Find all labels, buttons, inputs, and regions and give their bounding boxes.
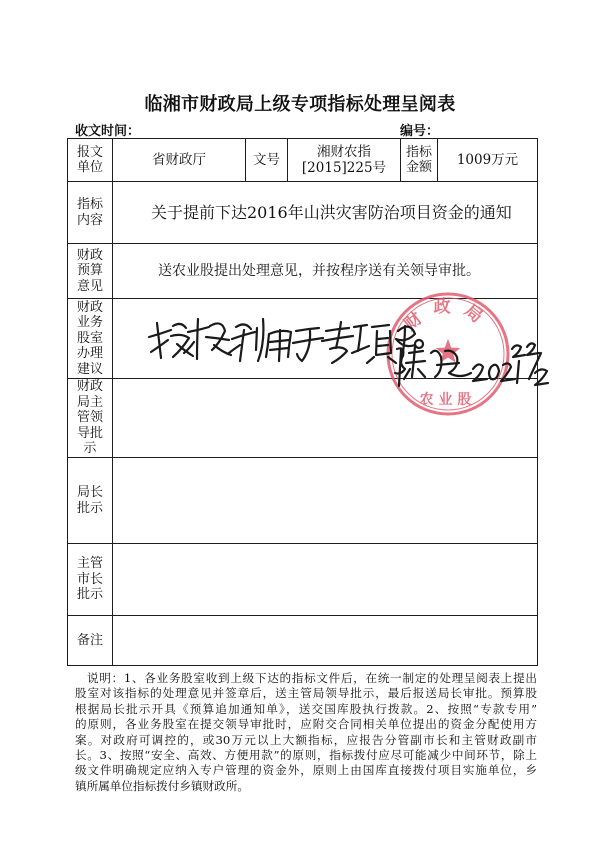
label-line: 指标 — [405, 144, 432, 160]
label-line: 股室 — [76, 330, 103, 346]
note-line: 案。对政府可调控的，或30万元以上大额指标，应报告分管副市长和主管财政副市 — [75, 732, 537, 747]
note-line: 长。3、按照“安全、高效、方便用款”的原则，指标拨付应尽可能减少中间环节，除上 — [75, 747, 537, 762]
sender-value: 省财政厅 — [113, 139, 246, 182]
note-line: 根据局长批示开具《预算追加通知单》，送交国库股执行拨款。2、按照“专款专用” — [75, 701, 537, 716]
note-line: 级文件明确规定应纳入专户管理的资金外，原则上由国库直接拨付项目实施单位，乡 — [75, 763, 537, 778]
instructions-note — [75, 671, 537, 794]
label-line: 内容 — [76, 212, 103, 228]
remarks-row — [68, 616, 538, 666]
bureau-leader-row — [68, 379, 538, 458]
label-line: 建议 — [76, 361, 103, 377]
budget-opinion-value: 送农业股提出处理意见，并按程序送有关领导审批。 — [113, 244, 538, 299]
label-line: 市长 — [76, 571, 103, 587]
label-line: 局主 — [76, 394, 103, 410]
doc-number-line: [2015]225号 — [301, 160, 387, 176]
budget-opinion-row — [68, 244, 538, 299]
label-line: 示 — [83, 441, 97, 457]
indicator-content-value: 关于提前下达2016年山洪灾害防治项目资金的通知 — [113, 182, 538, 244]
label-line: 办理 — [76, 346, 103, 362]
label-line: 预算 — [76, 263, 103, 279]
director-value — [113, 458, 538, 544]
bureau-leader-label — [68, 379, 113, 458]
label-line: 导批 — [76, 425, 103, 441]
department-suggestion-value — [113, 299, 538, 379]
note-line: 股室对该指标的处理意见并签章后，送主管局领导批示，最后报送局长审批。预算股 — [75, 686, 537, 701]
label-line: 指标 — [76, 197, 103, 212]
bureau-leader-value — [113, 379, 538, 458]
seal-bottom-text: 农业股 — [419, 392, 477, 408]
doc-number-line: 湘财农指 — [317, 144, 371, 160]
approval-table — [67, 138, 538, 666]
department-suggestion-row — [68, 299, 538, 379]
doc-number-cell — [288, 139, 401, 182]
seal-top-text-path: 财政局 — [400, 297, 496, 335]
label-line: 备注 — [76, 632, 103, 648]
note-line: 镇所属单位指标拨付乡镇财政所。 — [75, 778, 249, 793]
mayor-value — [113, 544, 538, 616]
note-line: 说明：1、各业务股室收到上级下达的指标文件后，在统一制定的处理呈阅表上提出 — [87, 671, 537, 685]
label-line: 管领 — [76, 410, 103, 426]
amount-value: 1009万元 — [438, 139, 538, 182]
received-time-label: 收文时间： — [75, 124, 141, 139]
label-line: 报文 — [76, 144, 103, 160]
serial-number-label: 编号： — [400, 124, 440, 139]
label-line: 金额 — [405, 160, 432, 175]
document-info-row — [68, 139, 538, 182]
director-row — [68, 458, 538, 544]
indicator-content-row — [68, 182, 538, 244]
label-line: 财政 — [76, 379, 103, 395]
label-line: 局长 — [76, 485, 103, 500]
sender-label-cell — [68, 139, 113, 182]
label-line: 单位 — [76, 160, 103, 175]
mayor-row — [68, 544, 538, 616]
label-line: 财政 — [76, 299, 103, 315]
remarks-label — [68, 616, 113, 666]
department-suggestion-label — [68, 299, 113, 379]
label-line: 批示 — [76, 587, 103, 603]
note-line: 的原则，各业务股室在提交领导审批时，应附交合同相关单位提出的资金分配使用方 — [75, 717, 537, 732]
remarks-value — [113, 616, 538, 666]
label-line: 意见 — [76, 278, 103, 294]
label-line: 批示 — [76, 500, 103, 516]
label-line: 业务 — [76, 315, 103, 331]
label-line: 财政 — [76, 247, 103, 263]
budget-opinion-label — [68, 244, 113, 299]
doc-number-label: 文号 — [246, 139, 288, 182]
label-line: 主管 — [76, 556, 103, 572]
form-title: 临湘市财政局上级专项指标处理呈阅表 — [144, 94, 456, 115]
director-label — [68, 458, 113, 544]
indicator-content-label — [68, 182, 113, 244]
mayor-label — [68, 544, 113, 616]
amount-label-cell — [401, 139, 438, 182]
